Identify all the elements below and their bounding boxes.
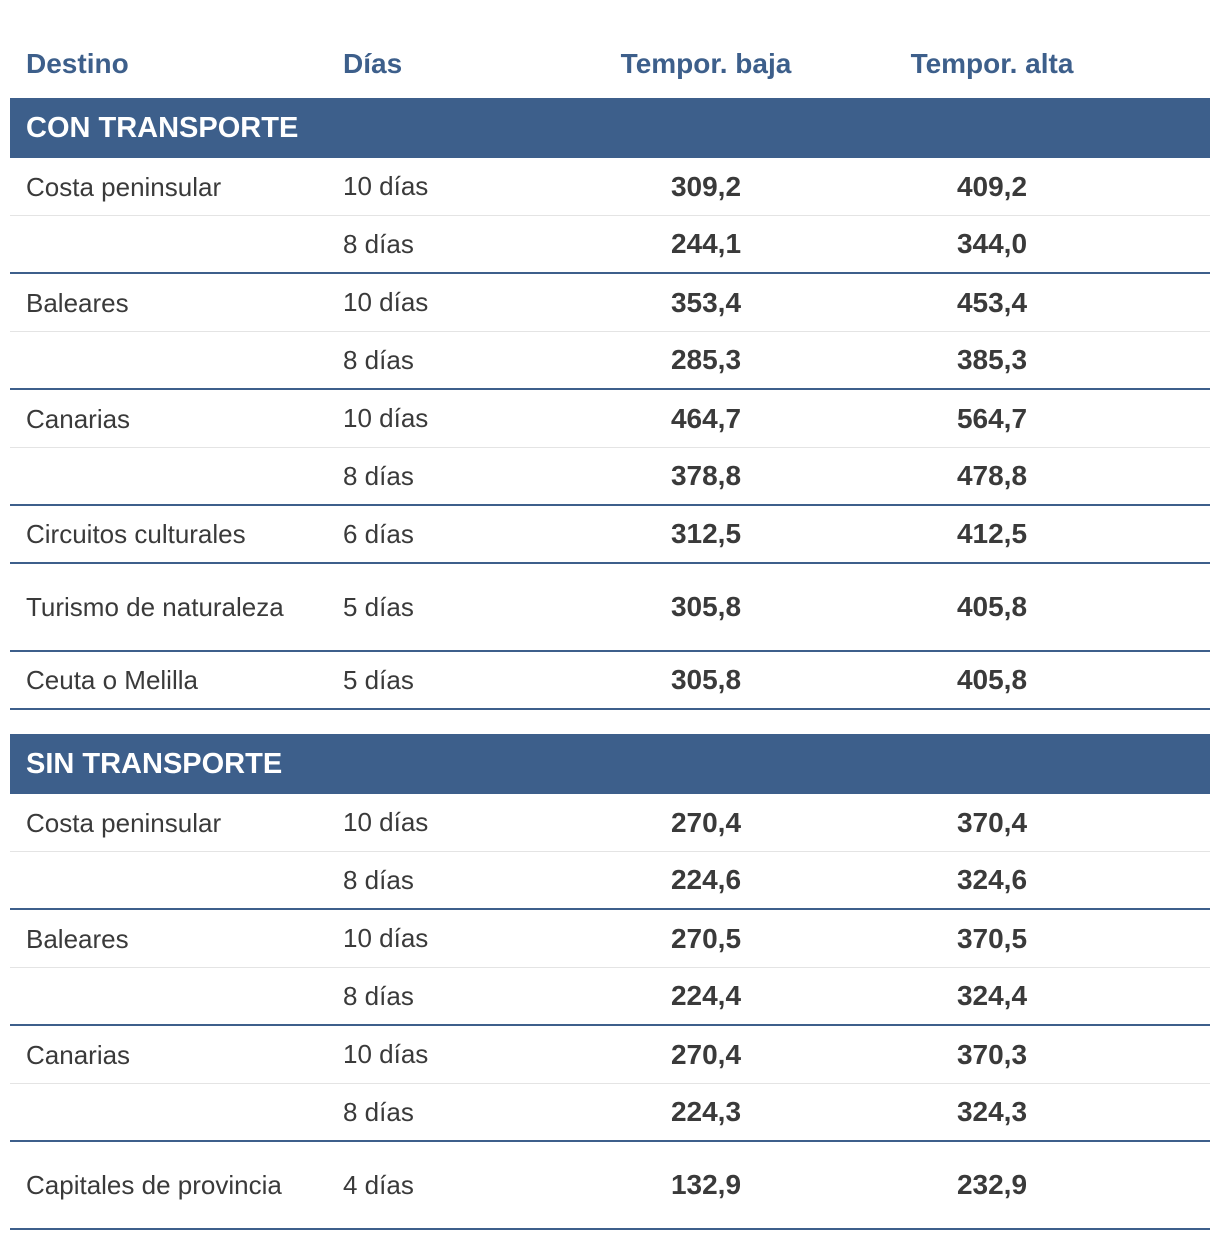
cell-alta: 370,4: [956, 806, 1028, 838]
cell-dias: 8 días: [343, 864, 414, 895]
cell-destino: Circuitos culturales: [26, 519, 246, 549]
cell-baja: 285,3: [670, 344, 742, 375]
table-row: [10, 274, 1210, 332]
table-row: [10, 1142, 1210, 1230]
cell-alta: 453,4: [956, 286, 1028, 318]
cell-baja: 244,1: [670, 228, 742, 259]
cell-dias: 10 días: [343, 403, 429, 433]
cell-dias: 10 días: [343, 807, 429, 837]
cell-alta: 324,3: [956, 1096, 1028, 1127]
cell-destino: Capitales de provincia: [26, 1170, 282, 1200]
section-title-sin-transporte: SIN TRANSPORTE: [10, 734, 1210, 794]
cell-baja: 270,5: [670, 922, 742, 954]
table-row: [10, 794, 1210, 852]
section-title-con-transporte: CON TRANSPORTE: [10, 98, 1210, 158]
cell-alta: 564,7: [956, 402, 1028, 434]
cell-alta: 370,5: [956, 922, 1028, 954]
cell-dias: 8 días: [343, 460, 414, 491]
cell-destino: Canarias: [26, 403, 131, 434]
price-table: [10, 30, 1210, 1230]
cell-dias: 8 días: [343, 344, 414, 375]
cell-baja: 224,4: [670, 980, 742, 1011]
table-row: [10, 968, 1210, 1026]
cell-dias: 10 días: [343, 1039, 429, 1069]
cell-baja: 309,2: [670, 170, 742, 202]
cell-destino: Baleares: [26, 287, 129, 318]
cell-alta: 405,8: [956, 664, 1028, 695]
cell-alta: 344,0: [956, 228, 1028, 259]
cell-destino: Ceuta o Melilla: [26, 665, 198, 695]
cell-baja: 305,8: [670, 664, 742, 695]
cell-baja: 270,4: [670, 1038, 742, 1070]
table-header: [10, 30, 1210, 98]
table-row: [10, 910, 1210, 968]
cell-dias: 5 días: [343, 591, 414, 622]
cell-destino: Costa peninsular: [26, 171, 222, 202]
cell-baja: 132,9: [670, 1169, 742, 1200]
header-temporada-alta: Tempor. alta: [910, 48, 1074, 79]
header-destino: Destino: [26, 48, 129, 79]
table-row: [10, 1084, 1210, 1142]
cell-dias: 10 días: [343, 287, 429, 317]
cell-baja: 353,4: [670, 286, 742, 318]
cell-dias: 8 días: [343, 228, 414, 259]
header-dias: Días: [343, 48, 403, 79]
table-row: [10, 216, 1210, 274]
cell-alta: 385,3: [956, 344, 1028, 375]
section-spacer: [10, 710, 1210, 734]
cell-alta: 412,5: [956, 518, 1028, 549]
cell-dias: 4 días: [343, 1169, 414, 1200]
cell-dias: 8 días: [343, 980, 414, 1011]
cell-dias: 6 días: [343, 518, 414, 549]
cell-dias: 5 días: [343, 664, 414, 695]
cell-alta: 478,8: [956, 460, 1028, 491]
cell-baja: 378,8: [670, 460, 742, 491]
cell-alta: 324,6: [956, 864, 1028, 895]
cell-alta: 409,2: [956, 170, 1028, 202]
cell-baja: 224,3: [670, 1096, 742, 1127]
cell-destino: Canarias: [26, 1039, 131, 1070]
table-row: [10, 564, 1210, 652]
cell-destino: Costa peninsular: [26, 807, 222, 838]
table-row: [10, 448, 1210, 506]
cell-baja: 464,7: [670, 402, 742, 434]
cell-baja: 312,5: [670, 518, 742, 549]
cell-dias: 10 días: [343, 171, 429, 201]
cell-alta: 324,4: [956, 980, 1028, 1011]
table-row: [10, 1026, 1210, 1084]
table-row: [10, 852, 1210, 910]
cell-dias: 10 días: [343, 923, 429, 953]
cell-alta: 405,8: [956, 591, 1028, 622]
cell-alta: 370,3: [956, 1038, 1028, 1070]
cell-baja: 224,6: [670, 864, 742, 895]
header-temporada-baja: Tempor. baja: [620, 48, 792, 79]
table-row: [10, 652, 1210, 710]
cell-destino: Turismo de naturaleza: [26, 592, 284, 622]
cell-dias: 8 días: [343, 1096, 414, 1127]
cell-destino: Baleares: [26, 923, 129, 954]
table-row: [10, 506, 1210, 564]
table-row: [10, 158, 1210, 216]
table-row: [10, 332, 1210, 390]
cell-alta: 232,9: [956, 1169, 1028, 1200]
cell-baja: 305,8: [670, 591, 742, 622]
cell-baja: 270,4: [670, 806, 742, 838]
table-row: [10, 390, 1210, 448]
